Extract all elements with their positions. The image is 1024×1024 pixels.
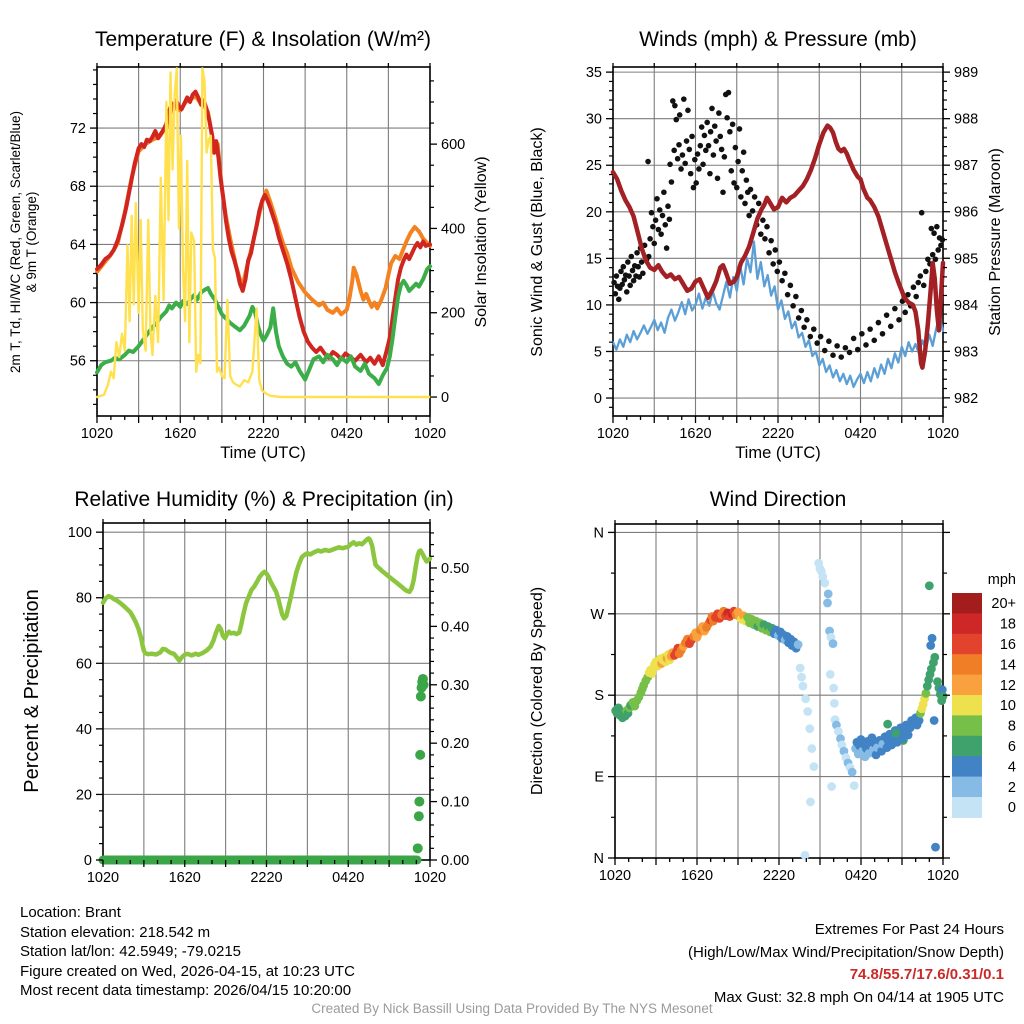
svg-text:8: 8 bbox=[1007, 718, 1016, 735]
extremes-info bbox=[688, 919, 1004, 1009]
svg-text:2220: 2220 bbox=[250, 870, 283, 886]
station-info bbox=[20, 903, 355, 1001]
y-axis-label-pressure: Station Pressure (Maroon) bbox=[987, 148, 1004, 336]
svg-text:0: 0 bbox=[83, 853, 92, 869]
plot-area-humidity bbox=[68, 519, 469, 886]
svg-text:1620: 1620 bbox=[679, 426, 712, 442]
svg-text:1020: 1020 bbox=[86, 870, 120, 886]
svg-text:0.00: 0.00 bbox=[441, 853, 470, 869]
chart-humidity-precip bbox=[0, 480, 512, 920]
y-axis-label-direction: Direction (Colored By Speed) bbox=[529, 586, 546, 796]
svg-text:S: S bbox=[594, 688, 604, 705]
svg-text:80: 80 bbox=[75, 590, 92, 607]
svg-text:0420: 0420 bbox=[844, 426, 877, 442]
svg-text:0420: 0420 bbox=[330, 426, 363, 442]
svg-text:400: 400 bbox=[441, 221, 466, 238]
svg-text:60: 60 bbox=[75, 656, 92, 673]
chart-title-humidity: Relative Humidity (%) & Precipitation (in) bbox=[74, 488, 454, 511]
svg-text:1020: 1020 bbox=[413, 426, 447, 442]
figure-created: Figure created on Wed, 2026-04-15, at 10:23 UTC bbox=[20, 962, 355, 980]
svg-text:1020: 1020 bbox=[926, 426, 960, 442]
svg-text:N: N bbox=[593, 525, 604, 542]
svg-text:982: 982 bbox=[954, 390, 979, 407]
svg-text:1620: 1620 bbox=[680, 868, 714, 884]
svg-text:12: 12 bbox=[999, 677, 1016, 694]
svg-text:0.40: 0.40 bbox=[441, 619, 470, 636]
svg-text:5: 5 bbox=[593, 344, 602, 361]
svg-text:40: 40 bbox=[75, 721, 92, 738]
chart-title-temperature: Temperature (F) & Insolation (W/m²) bbox=[94, 28, 432, 51]
chart-winds-pressure bbox=[512, 0, 1024, 480]
svg-text:6: 6 bbox=[1007, 739, 1016, 755]
station-location: Location: Brant bbox=[20, 904, 121, 921]
svg-text:200: 200 bbox=[441, 305, 466, 322]
svg-text:0420: 0420 bbox=[332, 870, 365, 886]
svg-text:20+: 20+ bbox=[991, 596, 1016, 613]
extremes-title: Extremes For Past 24 Hours bbox=[814, 921, 1004, 938]
svg-text:1620: 1620 bbox=[168, 870, 201, 886]
y-axis-label-temperature-line1: 2m T, Td, HI/WC (Red, Green, Scarlet/Blue) bbox=[8, 110, 23, 374]
max-gust: Max Gust: 32.8 mph On 04/14 at 1905 UTC bbox=[713, 988, 1004, 1006]
svg-text:64: 64 bbox=[69, 237, 86, 254]
x-axis-label-time: Time (UTC) bbox=[735, 444, 821, 462]
svg-text:0: 0 bbox=[441, 390, 450, 407]
svg-text:14: 14 bbox=[999, 657, 1016, 674]
svg-text:30: 30 bbox=[585, 111, 602, 128]
legend-title-mph: mph bbox=[987, 572, 1016, 588]
svg-text:4: 4 bbox=[1007, 759, 1016, 776]
svg-text:100: 100 bbox=[67, 525, 92, 542]
y-axis-label-percent: Percent & Precipitation bbox=[21, 589, 43, 793]
svg-text:985: 985 bbox=[954, 251, 979, 268]
plot-area-winds bbox=[586, 63, 978, 442]
data-timestamp: Most recent data timestamp: 2026/04/15 10:20:00 bbox=[20, 982, 352, 999]
chart-temperature-insolation bbox=[0, 0, 512, 480]
credit-line: Created By Nick Bassill Using Data Provided By The NYS Mesonet bbox=[311, 1001, 713, 1016]
svg-text:0.50: 0.50 bbox=[441, 560, 470, 577]
svg-text:18: 18 bbox=[999, 616, 1016, 633]
svg-text:0.30: 0.30 bbox=[441, 677, 470, 694]
svg-text:1020: 1020 bbox=[413, 870, 447, 886]
svg-text:2: 2 bbox=[1007, 779, 1016, 796]
svg-text:16: 16 bbox=[999, 637, 1016, 653]
svg-text:20: 20 bbox=[75, 787, 92, 804]
svg-text:983: 983 bbox=[954, 344, 979, 361]
svg-text:987: 987 bbox=[954, 158, 979, 175]
svg-text:984: 984 bbox=[954, 297, 979, 314]
plot-area-temperature bbox=[70, 63, 465, 442]
svg-text:0: 0 bbox=[1007, 800, 1016, 817]
svg-text:600: 600 bbox=[441, 137, 466, 154]
svg-text:10: 10 bbox=[585, 297, 602, 314]
svg-text:2220: 2220 bbox=[762, 868, 796, 884]
svg-text:1620: 1620 bbox=[164, 426, 197, 442]
x-axis-label-time: Time (UTC) bbox=[220, 444, 306, 462]
chart-wind-direction bbox=[512, 480, 1024, 920]
svg-text:72: 72 bbox=[69, 121, 86, 138]
svg-text:10: 10 bbox=[999, 698, 1016, 715]
svg-text:15: 15 bbox=[585, 251, 602, 268]
svg-text:988: 988 bbox=[954, 111, 979, 128]
svg-text:0.20: 0.20 bbox=[441, 736, 470, 753]
svg-text:0420: 0420 bbox=[844, 868, 878, 884]
svg-text:N: N bbox=[593, 851, 604, 867]
svg-text:25: 25 bbox=[585, 158, 602, 175]
svg-text:20: 20 bbox=[585, 204, 602, 221]
svg-text:989: 989 bbox=[954, 65, 979, 82]
y-axis-label-insolation: Solar Insolation (Yellow) bbox=[473, 156, 490, 328]
plot-area-wind-direction bbox=[590, 520, 1016, 884]
chart-title-wind-direction: Wind Direction bbox=[709, 488, 847, 511]
y-axis-label-wind: Sonic Wind & Gust (Blue, Black) bbox=[529, 127, 546, 357]
station-latlon: Station lat/lon: 42.5949; -79.0215 bbox=[20, 943, 242, 960]
svg-text:35: 35 bbox=[585, 65, 602, 82]
svg-text:W: W bbox=[590, 606, 604, 623]
chart-title-winds: Winds (mph) & Pressure (mb) bbox=[639, 28, 917, 51]
svg-text:E: E bbox=[594, 769, 604, 786]
svg-text:0: 0 bbox=[593, 391, 602, 408]
svg-text:986: 986 bbox=[954, 204, 979, 221]
svg-text:0.10: 0.10 bbox=[441, 794, 470, 811]
svg-text:68: 68 bbox=[69, 179, 86, 196]
svg-text:60: 60 bbox=[69, 295, 86, 312]
y-axis-label-temperature-line2: & 9m T (Orange) bbox=[24, 191, 39, 293]
svg-text:1020: 1020 bbox=[926, 868, 960, 884]
svg-text:56: 56 bbox=[69, 353, 86, 370]
svg-text:1020: 1020 bbox=[598, 868, 632, 884]
extremes-values: 74.8/55.7/17.6/0.31/0.1 bbox=[849, 966, 1004, 983]
svg-text:2220: 2220 bbox=[247, 426, 280, 442]
station-elevation: Station elevation: 218.542 m bbox=[20, 923, 211, 941]
svg-text:1020: 1020 bbox=[596, 426, 630, 442]
extremes-subtitle: (High/Low/Max Wind/Precipitation/Snow Depth) bbox=[688, 943, 1004, 961]
svg-text:2220: 2220 bbox=[761, 426, 795, 442]
svg-text:1020: 1020 bbox=[80, 426, 114, 442]
